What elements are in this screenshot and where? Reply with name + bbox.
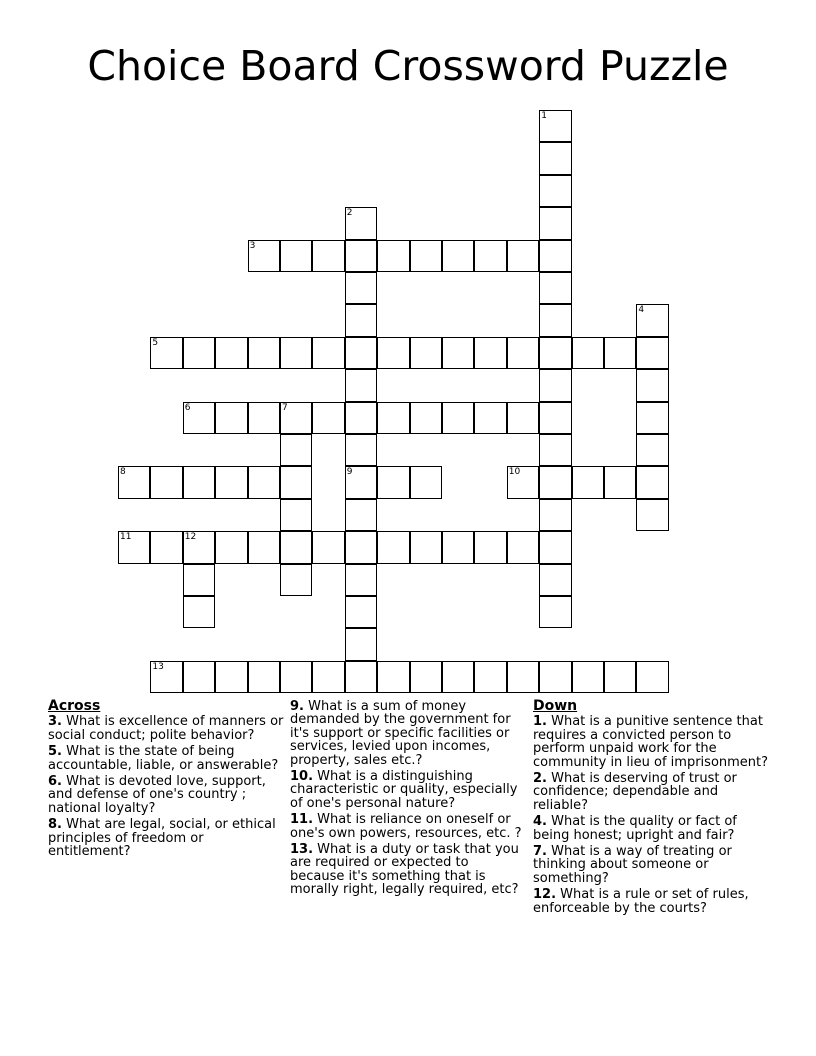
clue-across-13: 13. What is a duty or task that you are required or expected to because it's something that is morally right, legally required, etc?: [290, 842, 519, 898]
grid-cell[interactable]: [539, 369, 571, 401]
grid-cell[interactable]: [442, 240, 474, 272]
clue-number: 5: [152, 337, 159, 348]
grid-cell[interactable]: [474, 240, 506, 272]
grid-cell[interactable]: [539, 207, 571, 239]
grid-cell[interactable]: [474, 337, 506, 369]
grid-cell[interactable]: [604, 466, 636, 498]
grid-cell[interactable]: [280, 531, 312, 563]
grid-cell[interactable]: [150, 337, 182, 369]
clue-across-6: 6. What is devoted love, support, and defense of one's country ; national loyalty?: [48, 774, 266, 816]
clue-number: 2: [346, 208, 353, 219]
grid-cell[interactable]: [345, 337, 377, 369]
clue-number: 8: [120, 467, 126, 478]
clue-number: 3: [249, 240, 256, 251]
grid-cell[interactable]: [410, 240, 442, 272]
grid-cell[interactable]: [539, 531, 571, 563]
grid-cell[interactable]: [280, 499, 312, 531]
grid-cell[interactable]: [312, 661, 344, 693]
grid-cell[interactable]: [345, 628, 377, 660]
grid-cell[interactable]: [345, 466, 377, 498]
grid-cell[interactable]: [215, 466, 247, 498]
clue-number: 1: [541, 111, 547, 121]
grid-cell[interactable]: [280, 466, 312, 498]
grid-cell[interactable]: [280, 240, 312, 272]
grid-cell[interactable]: [150, 661, 182, 693]
grid-cell[interactable]: [539, 434, 571, 466]
grid-cell[interactable]: [636, 661, 668, 693]
grid-cell[interactable]: [636, 434, 668, 466]
grid-cell[interactable]: [539, 337, 571, 369]
grid-cell[interactable]: [442, 402, 474, 434]
grid-cell[interactable]: [183, 337, 215, 369]
grid-cell[interactable]: [345, 402, 377, 434]
grid-cell[interactable]: [604, 661, 636, 693]
grid-cell[interactable]: [377, 531, 409, 563]
grid-cell[interactable]: [183, 661, 215, 693]
grid-cell[interactable]: [248, 531, 280, 563]
grid-cell[interactable]: [636, 402, 668, 434]
grid-cell[interactable]: [377, 337, 409, 369]
grid-cell[interactable]: [539, 466, 571, 498]
grid-cell[interactable]: [280, 337, 312, 369]
across-heading: Across: [48, 698, 101, 714]
grid-cell[interactable]: [572, 661, 604, 693]
grid-cell[interactable]: [248, 240, 280, 272]
grid-cell[interactable]: [345, 304, 377, 336]
grid-cell[interactable]: [474, 531, 506, 563]
grid-cell[interactable]: [215, 337, 247, 369]
grid-cell[interactable]: [539, 661, 571, 693]
grid-cell[interactable]: [345, 207, 377, 239]
grid-cell[interactable]: [539, 175, 571, 207]
grid-cell[interactable]: [345, 531, 377, 563]
grid-cell[interactable]: [539, 402, 571, 434]
grid-cell[interactable]: [604, 337, 636, 369]
grid-cell[interactable]: [280, 661, 312, 693]
grid-cell[interactable]: [183, 564, 215, 596]
across-clues: [48, 700, 284, 861]
grid-cell[interactable]: [345, 434, 377, 466]
grid-cell[interactable]: [410, 466, 442, 498]
grid-cell[interactable]: [248, 661, 280, 693]
grid-cell[interactable]: [377, 661, 409, 693]
grid-cell[interactable]: [507, 531, 539, 563]
clue-across-8: 8. What are legal, social, or ethical principles of freedom or entitlement?: [48, 817, 276, 860]
grid-cell[interactable]: [539, 272, 571, 304]
grid-cell[interactable]: [280, 564, 312, 596]
grid-cell[interactable]: [636, 369, 668, 401]
grid-cell[interactable]: [507, 661, 539, 693]
grid-cell[interactable]: [507, 337, 539, 369]
grid-cell[interactable]: [215, 661, 247, 693]
grid-cell[interactable]: [150, 531, 182, 563]
grid-cell[interactable]: [377, 402, 409, 434]
grid-cell[interactable]: [377, 240, 409, 272]
grid-cell[interactable]: [248, 337, 280, 369]
clue-number: 13: [152, 661, 164, 672]
clue-across-10: 10. What is a distinguishing characteristic or quality, especially of one's personal nature?: [290, 769, 518, 811]
grid-cell[interactable]: [442, 337, 474, 369]
clue-down-1: 1. What is a punitive sentence that requires a convicted person to perform unpaid work for the community in lieu of imprisonment?: [533, 714, 769, 770]
grid-cell[interactable]: [410, 661, 442, 693]
grid-cell[interactable]: [377, 466, 409, 498]
grid-cell[interactable]: [118, 466, 150, 498]
down-clues: [533, 700, 769, 918]
clue-across-3: 3. What is excellence of manners or social conduct; polite behavior?: [48, 714, 284, 743]
grid-cell[interactable]: [539, 499, 571, 531]
grid-cell[interactable]: [572, 466, 604, 498]
grid-cell[interactable]: [280, 402, 312, 434]
clue-number: 9: [346, 467, 353, 478]
grid-cell[interactable]: [345, 499, 377, 531]
grid-cell[interactable]: [248, 466, 280, 498]
grid-cell[interactable]: [312, 337, 344, 369]
grid-cell[interactable]: [636, 499, 668, 531]
clue-number: 10: [508, 467, 521, 478]
clue-number: 4: [638, 305, 645, 316]
clue-number: 12: [184, 532, 197, 543]
grid-cell[interactable]: [507, 402, 539, 434]
grid-cell[interactable]: [410, 402, 442, 434]
clue-number: 11: [120, 532, 132, 543]
grid-cell[interactable]: [474, 402, 506, 434]
grid-cell[interactable]: [118, 531, 150, 563]
clue-down-2: 2. What is deserving of trust or confidence; dependable and reliable?: [533, 771, 737, 813]
grid-cell[interactable]: [183, 531, 215, 563]
grid-cell[interactable]: [215, 531, 247, 563]
grid-cell[interactable]: [539, 304, 571, 336]
grid-cell[interactable]: [345, 596, 377, 628]
clue-across-9: 9. What is a sum of money demanded by the government for it's support or specific facilities or services, levied upon incomes, property, sales etc.?: [290, 699, 511, 768]
grid-cell[interactable]: [280, 434, 312, 466]
grid-cell[interactable]: [572, 337, 604, 369]
grid-cell[interactable]: [410, 531, 442, 563]
grid-cell[interactable]: [312, 402, 344, 434]
grid-cell[interactable]: [636, 466, 668, 498]
grid-cell[interactable]: [345, 661, 377, 693]
grid-cell[interactable]: [539, 110, 571, 142]
grid-cell[interactable]: [215, 402, 247, 434]
clue-down-4: 4. What is the quality or fact of being honest; upright and fair?: [533, 814, 737, 843]
grid-cell[interactable]: [312, 240, 344, 272]
grid-cell[interactable]: [312, 531, 344, 563]
grid-cell[interactable]: [539, 142, 571, 174]
clue-across-11: 11. What is reliance on oneself or one's own powers, resources, etc. ?: [290, 812, 522, 841]
grid-cell[interactable]: [636, 337, 668, 369]
across-clues-continued: [290, 700, 522, 900]
down-heading: Down: [533, 698, 578, 714]
grid-cell[interactable]: [183, 402, 215, 434]
page-title: Choice Board Crossword Puzzle: [87, 42, 729, 90]
grid-cell[interactable]: [183, 596, 215, 628]
clue-across-5: 5. What is the state of being accountable, liable, or answerable?: [48, 744, 279, 773]
grid-cell[interactable]: [345, 240, 377, 272]
grid-cell[interactable]: [345, 272, 377, 304]
clue-down-12: 12. What is a rule or set of rules, enforceable by the courts?: [533, 887, 749, 916]
clue-down-7: 7. What is a way of treating or thinking about someone or something?: [533, 844, 732, 886]
clue-number: 6: [184, 402, 191, 413]
grid-cell[interactable]: [507, 466, 539, 498]
grid-cell[interactable]: [442, 661, 474, 693]
grid-cell[interactable]: [539, 240, 571, 272]
clue-number: 7: [282, 402, 288, 413]
grid-cell[interactable]: [539, 564, 571, 596]
grid-cell[interactable]: [636, 304, 668, 336]
grid-cell[interactable]: [474, 661, 506, 693]
grid-cell[interactable]: [507, 240, 539, 272]
grid-cell[interactable]: [248, 402, 280, 434]
grid-cell[interactable]: [442, 531, 474, 563]
grid-cell[interactable]: [345, 564, 377, 596]
grid-cell[interactable]: [183, 466, 215, 498]
grid-cell[interactable]: [150, 466, 182, 498]
grid-cell[interactable]: [410, 337, 442, 369]
grid-cell[interactable]: [345, 369, 377, 401]
grid-cell[interactable]: [539, 596, 571, 628]
